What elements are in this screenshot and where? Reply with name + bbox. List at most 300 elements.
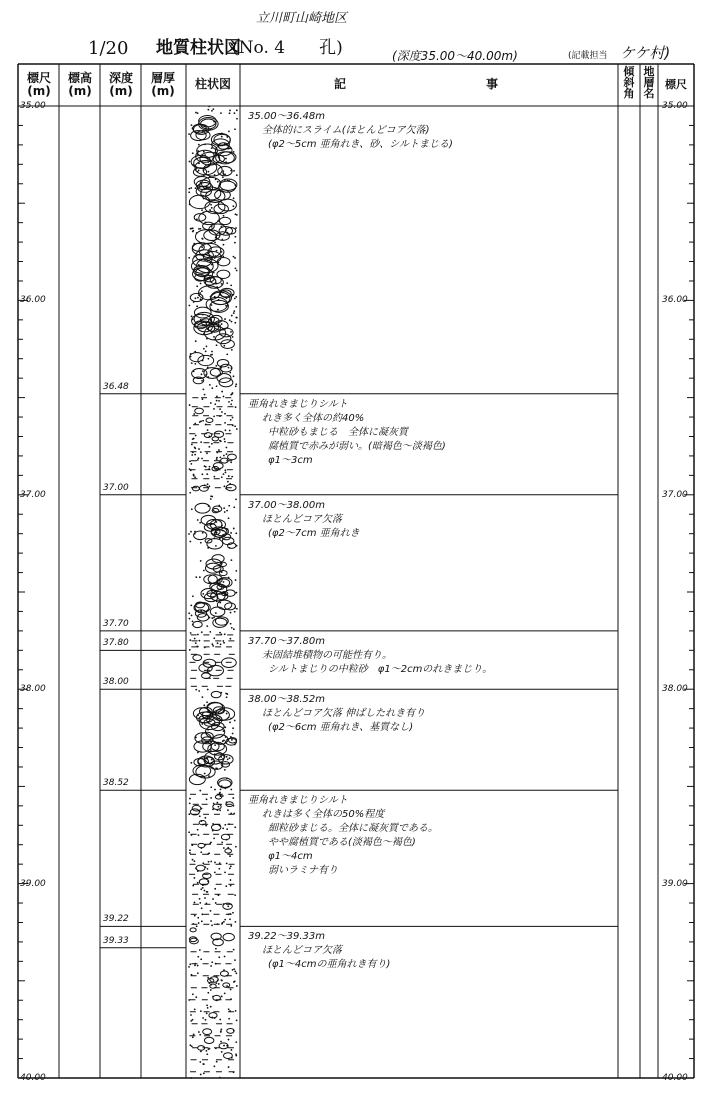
sand-dot <box>199 522 201 524</box>
sand-dot <box>232 912 234 914</box>
sand-dot <box>218 983 220 985</box>
sand-dot <box>223 730 225 732</box>
sand-dot <box>198 294 200 296</box>
sand-dot <box>221 283 223 285</box>
sand-dot <box>207 729 209 731</box>
sand-dot <box>209 176 211 178</box>
sand-dot <box>219 792 221 794</box>
sand-dot <box>191 124 193 126</box>
sand-dot <box>222 827 224 829</box>
sand-dot <box>206 758 208 760</box>
sand-dot <box>224 511 226 513</box>
sand-dot <box>194 638 196 640</box>
sand-dot <box>211 617 213 619</box>
sand-dot <box>235 532 237 534</box>
sand-dot <box>226 447 228 449</box>
sand-dot <box>222 640 224 642</box>
sand-dot <box>190 531 192 533</box>
note-line: 腐植質で赤みが弱い。(暗褐色～淡褐色) <box>268 440 446 452</box>
sand-dot <box>218 712 220 714</box>
sand-dot <box>214 403 216 405</box>
sand-dot <box>225 158 227 160</box>
pebble-mark <box>214 431 224 437</box>
sand-dot <box>234 184 236 186</box>
sand-dot <box>195 314 197 316</box>
sand-dot <box>223 969 225 971</box>
boundary-depth-label: 39.22 <box>103 914 129 925</box>
sand-dot <box>200 1010 202 1012</box>
sand-dot <box>207 721 209 723</box>
sand-dot <box>216 975 218 977</box>
sand-dot <box>207 868 209 870</box>
sand-dot <box>200 451 202 453</box>
sand-dot <box>191 315 193 317</box>
sand-dot <box>234 607 236 609</box>
sand-dot <box>208 775 210 777</box>
sand-dot <box>198 170 200 172</box>
sand-dot <box>235 406 237 408</box>
sand-dot <box>190 356 192 358</box>
sand-dot <box>191 615 193 617</box>
sand-dot <box>230 419 232 421</box>
sand-dot <box>236 270 238 272</box>
sand-dot <box>208 446 210 448</box>
sand-dot <box>236 608 238 610</box>
sand-dot <box>235 570 237 572</box>
sand-dot <box>223 473 225 475</box>
sand-dot <box>234 128 236 130</box>
sand-dot <box>220 692 222 694</box>
sand-dot <box>216 1061 218 1063</box>
sand-dot <box>229 141 231 143</box>
sand-dot <box>226 713 228 715</box>
sand-dot <box>192 438 194 440</box>
sand-dot <box>221 979 223 981</box>
sand-dot <box>223 581 225 583</box>
sand-dot <box>217 806 219 808</box>
sand-dot <box>199 576 201 578</box>
sand-dot <box>196 646 198 648</box>
sand-dot <box>204 154 206 156</box>
sand-dot <box>211 443 213 445</box>
sand-dot <box>235 1053 237 1055</box>
sand-dot <box>204 647 206 649</box>
sand-dot <box>212 808 214 810</box>
sand-dot <box>231 349 233 351</box>
district-label: 立川町山崎地区 <box>256 11 348 26</box>
sand-dot <box>229 430 231 432</box>
sand-dot <box>192 620 194 622</box>
sand-dot <box>201 380 203 382</box>
sand-dot <box>210 861 212 863</box>
sand-dot <box>234 322 236 324</box>
sand-dot <box>198 690 200 692</box>
sand-dot <box>226 828 228 830</box>
scale-label-right: 37.00 <box>662 489 688 500</box>
sand-dot <box>229 483 231 485</box>
header-notes-b: 事 <box>485 77 498 91</box>
sand-dot <box>224 633 226 635</box>
sand-dot <box>212 645 214 647</box>
pebble-mark <box>204 433 211 438</box>
sand-dot <box>192 1019 194 1021</box>
sand-dot <box>200 420 202 422</box>
sand-dot <box>230 285 232 287</box>
sand-dot <box>199 949 201 951</box>
sand-dot <box>214 1017 216 1019</box>
sand-dot <box>223 455 225 457</box>
sand-dot <box>189 460 191 462</box>
sand-dot <box>213 272 215 274</box>
note-line: 未固結堆積物の可能性有り。 <box>262 649 392 661</box>
sand-dot <box>231 315 233 317</box>
header-column: 柱状図 <box>194 77 231 91</box>
sand-dot <box>217 923 219 925</box>
sand-dot <box>229 913 231 915</box>
pebble-mark <box>198 355 214 365</box>
sand-dot <box>226 696 228 698</box>
sand-dot <box>223 215 225 217</box>
depth-range: (深度35.00～40.00m) <box>392 49 518 63</box>
sand-dot <box>225 161 227 163</box>
sand-dot <box>209 254 211 256</box>
sand-dot <box>190 469 192 471</box>
sand-dot <box>225 429 227 431</box>
pebble-mark <box>210 607 224 616</box>
header-dip: 傾 斜 角 <box>623 65 635 100</box>
sand-dot <box>188 257 190 259</box>
sand-dot <box>215 178 217 180</box>
sand-dot <box>231 559 233 561</box>
sand-dot <box>206 625 208 627</box>
sand-dot <box>220 756 222 758</box>
note-line: やや腐植質である(淡褐色～褐色) <box>268 837 416 849</box>
sand-dot <box>207 853 209 855</box>
note-line: (φ2～7cm 亜角れき <box>268 527 360 539</box>
sand-dot <box>193 301 195 303</box>
sand-dot <box>190 353 192 355</box>
sand-dot <box>234 611 236 613</box>
sand-dot <box>209 276 211 278</box>
sand-dot <box>207 161 209 163</box>
sand-dot <box>212 996 214 998</box>
boundary-depth-label: 38.52 <box>103 778 129 789</box>
sand-dot <box>192 595 194 597</box>
sand-dot <box>202 884 204 886</box>
sand-dot <box>190 605 192 607</box>
sand-dot <box>227 914 229 916</box>
note-line: φ1～4cm <box>268 851 313 863</box>
sand-dot <box>200 851 202 853</box>
sand-dot <box>204 817 206 819</box>
sand-dot <box>209 617 211 619</box>
sand-dot <box>220 256 222 258</box>
sand-dot <box>233 310 235 312</box>
sand-dot <box>191 508 193 510</box>
pebble-mark <box>213 618 227 627</box>
sand-dot <box>233 813 235 815</box>
sand-dot <box>234 257 236 259</box>
sand-dot <box>207 880 209 882</box>
sand-dot <box>188 612 190 614</box>
sand-dot <box>207 547 209 549</box>
sand-dot <box>223 739 225 741</box>
note-line: (φ2～5cm 亜角れき、砂、シルトまじる) <box>268 139 453 150</box>
sand-dot <box>200 820 202 822</box>
sand-dot <box>201 907 203 909</box>
sand-dot <box>208 861 210 863</box>
sand-dot <box>230 812 232 814</box>
sand-dot <box>192 127 194 129</box>
sand-dot <box>197 917 199 919</box>
sand-dot <box>201 723 203 725</box>
sand-dot <box>211 387 213 389</box>
sand-dot <box>217 725 219 727</box>
sand-dot <box>218 299 220 301</box>
sand-dot <box>226 863 228 865</box>
sand-dot <box>226 1045 228 1047</box>
sand-dot <box>194 423 196 425</box>
sand-dot <box>211 147 213 149</box>
sand-dot <box>235 383 237 385</box>
sand-dot <box>215 593 217 595</box>
sand-dot <box>209 631 211 633</box>
sand-dot <box>225 693 227 695</box>
sand-dot <box>221 323 223 325</box>
sand-dot <box>206 346 208 348</box>
sand-dot <box>200 542 202 544</box>
sand-dot <box>201 696 203 698</box>
sand-dot <box>205 374 207 376</box>
sand-dot <box>222 176 224 178</box>
sand-dot <box>190 762 192 764</box>
sand-dot <box>219 1077 221 1079</box>
sand-dot <box>203 198 205 200</box>
sand-dot <box>230 403 232 405</box>
sand-dot <box>232 205 234 207</box>
sand-dot <box>228 505 230 507</box>
sand-dot <box>208 485 210 487</box>
sand-dot <box>213 637 215 639</box>
sand-dot <box>201 458 203 460</box>
sand-dot <box>189 649 191 651</box>
sand-dot <box>232 424 234 426</box>
sand-dot <box>224 787 226 789</box>
sand-dot <box>194 531 196 533</box>
sand-dot <box>212 830 214 832</box>
hole-number: (No. 4 孔) <box>232 38 343 58</box>
sand-dot <box>224 422 226 424</box>
sand-dot <box>219 809 221 811</box>
sand-dot <box>190 632 192 634</box>
sand-dot <box>202 420 204 422</box>
sand-dot <box>191 454 193 456</box>
sand-dot <box>228 716 230 718</box>
recorder-label: (記載担当 <box>568 51 608 61</box>
sand-dot <box>229 110 231 112</box>
sand-dot <box>189 802 191 804</box>
sand-dot <box>214 744 216 746</box>
sand-dot <box>221 476 223 478</box>
scale-label-left: 37.00 <box>20 489 46 500</box>
sand-dot <box>189 639 191 641</box>
sand-dot <box>190 1077 192 1079</box>
sand-dot <box>218 156 220 158</box>
sand-dot <box>201 631 203 633</box>
sand-dot <box>220 788 222 790</box>
sand-dot <box>188 305 190 307</box>
sand-dot <box>196 305 198 307</box>
sand-dot <box>219 325 221 327</box>
sand-dot <box>226 839 228 841</box>
sand-dot <box>189 541 191 543</box>
sand-dot <box>193 371 195 373</box>
sand-dot <box>204 897 206 899</box>
sand-dot <box>224 824 226 826</box>
sand-dot <box>206 1004 208 1006</box>
sand-dot <box>224 179 226 181</box>
pebble-mark <box>217 359 228 366</box>
sand-dot <box>195 737 197 739</box>
note-line: (φ2～6cm 亜角れき、基質なし) <box>268 722 414 734</box>
sand-dot <box>214 255 216 257</box>
scale-label-left: 35.00 <box>20 101 46 111</box>
sand-dot <box>233 151 235 153</box>
header-scale-left: 標尺 (m) <box>26 71 51 98</box>
sand-dot <box>217 181 219 183</box>
sand-dot <box>223 244 225 246</box>
sand-dot <box>199 1034 201 1036</box>
sand-dot <box>232 797 234 799</box>
scale-label-left: 39.00 <box>20 878 46 889</box>
sand-dot <box>207 158 209 160</box>
scale-ratio: 1/20 <box>88 38 129 59</box>
sand-dot <box>227 232 229 234</box>
sand-dot <box>219 538 221 540</box>
sand-dot <box>219 294 221 296</box>
sand-dot <box>209 466 211 468</box>
sand-dot <box>228 367 230 369</box>
sand-dot <box>195 689 197 691</box>
pebble-mark <box>190 353 204 362</box>
pebble-mark <box>199 485 208 491</box>
sand-dot <box>231 321 233 323</box>
sand-dot <box>205 466 207 468</box>
sand-dot <box>192 624 194 626</box>
sand-dot <box>192 318 194 320</box>
sand-dot <box>233 375 235 377</box>
pebble-mark <box>199 664 212 673</box>
sand-dot <box>212 898 214 900</box>
sand-dot <box>210 204 212 206</box>
sand-dot <box>230 865 232 867</box>
sand-dot <box>211 924 213 926</box>
header-thickness: 層厚 (m) <box>150 71 175 98</box>
sand-dot <box>234 425 236 427</box>
sand-dot <box>228 823 230 825</box>
sand-dot <box>204 324 206 326</box>
sand-dot <box>200 319 202 321</box>
sand-dot <box>197 112 199 114</box>
sand-dot <box>198 457 200 459</box>
sand-dot <box>224 726 226 728</box>
sand-dot <box>219 408 221 410</box>
sand-dot <box>214 241 216 243</box>
sand-dot <box>210 498 212 500</box>
sand-dot <box>200 267 202 269</box>
sand-dot <box>197 297 199 299</box>
note-line: れきは多く全体の50%程度 <box>262 809 385 821</box>
sand-dot <box>211 961 213 963</box>
sand-dot <box>220 1041 222 1043</box>
sand-dot <box>224 871 226 873</box>
sand-dot <box>218 956 220 958</box>
sand-dot <box>234 980 236 982</box>
sand-dot <box>190 834 192 836</box>
pebble-mark <box>207 539 223 549</box>
sand-dot <box>227 905 229 907</box>
sand-dot <box>214 590 216 592</box>
sand-dot <box>219 602 221 604</box>
sand-dot <box>236 428 238 430</box>
sand-dot <box>223 591 225 593</box>
sand-dot <box>216 452 218 454</box>
sand-dot <box>221 136 223 138</box>
note-line: (φ1～4cmの亜角れき有り) <box>268 959 391 971</box>
sand-dot <box>212 823 214 825</box>
scale-label-right: 39.00 <box>662 878 688 889</box>
sand-dot <box>200 1074 202 1076</box>
sand-dot <box>203 169 205 171</box>
sand-dot <box>213 476 215 478</box>
sand-dot <box>192 1036 194 1038</box>
sand-dot <box>206 1053 208 1055</box>
sand-dot <box>194 877 196 879</box>
boundary-depth-label: 39.33 <box>103 935 129 946</box>
sand-dot <box>202 715 204 717</box>
sand-dot <box>206 338 208 340</box>
sand-dot <box>226 777 228 779</box>
sand-dot <box>194 533 196 535</box>
sand-dot <box>194 964 196 966</box>
scale-label-left: 40.00 <box>20 1073 46 1083</box>
sand-dot <box>198 922 200 924</box>
sand-dot <box>191 844 193 846</box>
sand-dot <box>203 570 205 572</box>
sand-dot <box>211 304 213 306</box>
sand-dot <box>232 733 234 735</box>
sand-dot <box>226 297 228 299</box>
sand-dot <box>203 348 205 350</box>
sand-dot <box>223 921 225 923</box>
sand-dot <box>222 170 224 172</box>
sand-dot <box>219 456 221 458</box>
sand-dot <box>210 495 212 497</box>
sand-dot <box>236 1020 238 1022</box>
sand-dot <box>234 826 236 828</box>
sand-dot <box>228 1018 230 1020</box>
sand-dot <box>235 1010 237 1012</box>
sand-dot <box>233 256 235 258</box>
sand-dot <box>194 297 196 299</box>
scale-label-right: 36.00 <box>662 295 688 306</box>
sand-dot <box>195 169 197 171</box>
sand-dot <box>197 882 199 884</box>
sand-dot <box>211 264 213 266</box>
sand-dot <box>197 459 199 461</box>
sand-dot <box>219 1019 221 1021</box>
sand-dot <box>197 956 199 958</box>
